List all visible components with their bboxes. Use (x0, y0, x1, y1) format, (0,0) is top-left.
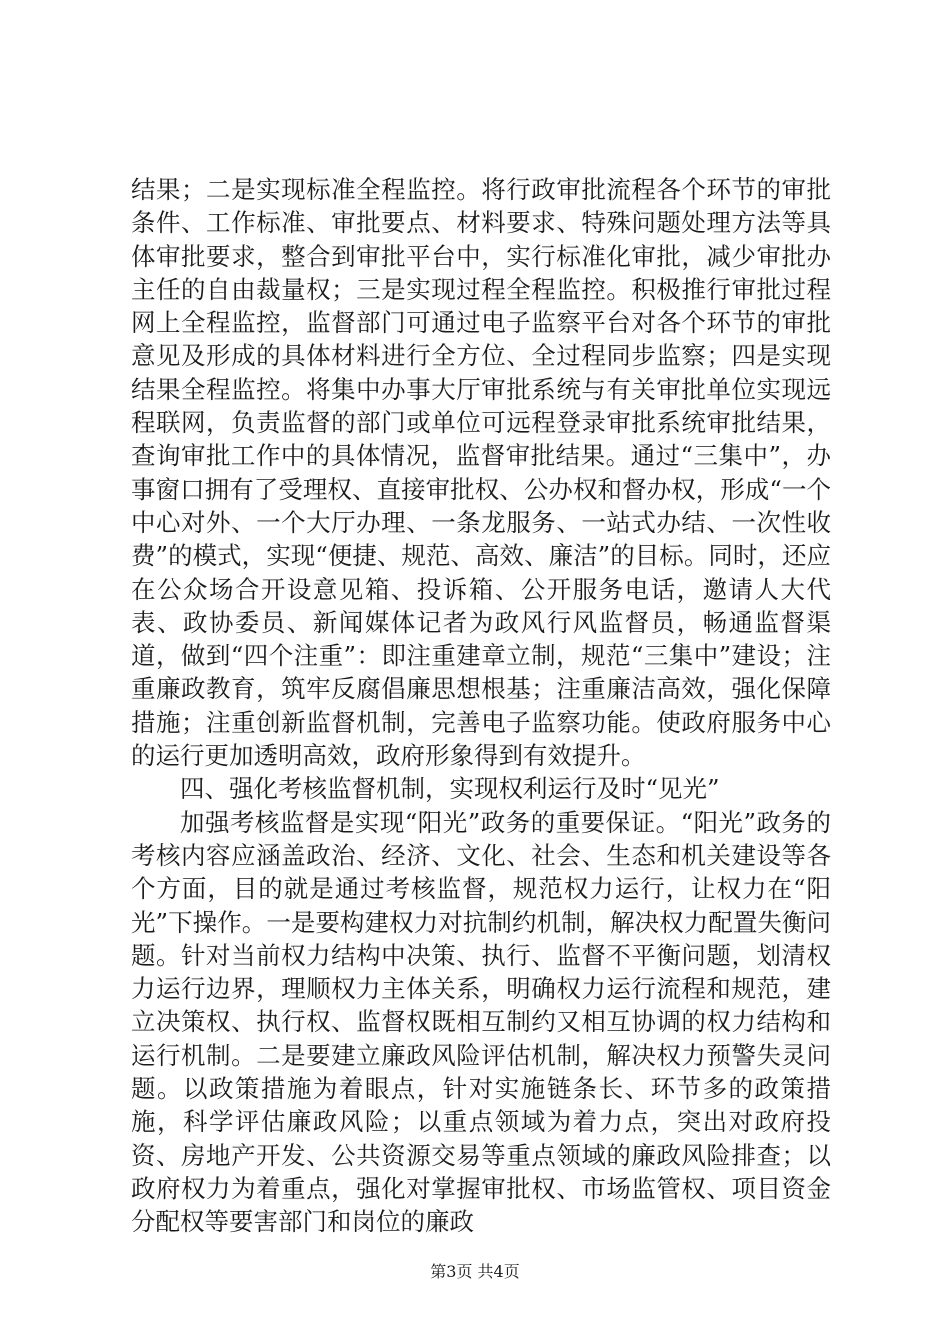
section-heading-four: 四、强化考核监督机制，实现权利运行及时“见光” (180, 774, 720, 804)
paragraph-assessment-supervision: 加强考核监督是实现“阳光”政务的重要保证。“阳光”政务的考核内容应涵盖政治、经济、文化、社会、生态和机关建设等各个方面，目的就是通过考核监督，规范权力运行，让权力在“阳光”下操作。一是要构建权力对抗制约机制，解决权力配置失衡问题。针对当前权力结构中决策、执行、监督不平衡问题，划清权力运行边界，理顺权力主体关系，明确权力运行流程和规范，建立决策权、执行权、监督权既相互制约又相互协调的权力结构和运行机制。二是要建立廉政风险评估机制，解决权力预警失灵问题。以政策措施为着眼点，针对实施链条长、环节多的政策措施，科学评估廉政风险；以重点领域为着力点，突出对政府投资、房地产开发、公共资源交易等重点领域的廉政风险排查；以政府权力为着重点，强化对掌握审批权、市场监管权、项目资金分配权等要害部门和岗位的廉政 (131, 807, 831, 1237)
paragraph-continuation: 结果；二是实现标准全程监控。将行政审批流程各个环节的审批条件、工作标准、审批要点、材料要求、特殊问题处理方法等具体审批要求，整合到审批平台中，实行标准化审批，减少审批办主任的自由裁量权；三是实现过程全程监控。积极推行审批过程网上全程监控，监督部门可通过电子监察平台对各个环节的审批意见及形成的具体材料进行全方位、全过程同步监察；四是实现结果全程监控。将集中办事大厅审批系统与有关审批单位实现远程联网，负责监督的部门或单位可远程登录审批系统审批结果，查询审批工作中的具体情况，监督审批结果。通过“三集中”，办事窗口拥有了受理权、直接审批权、公办权和督办权，形成“一个中心对外、一个大厅办理、一条龙服务、一站式办结、一次性收费”的模式，实现“便捷、规范、高效、廉洁”的目标。同时，还应在公众场合开设意见箱、投诉箱、公开服务电话，邀请人大代表、政协委员、新闻媒体记者为政风行风监督员，畅通监督渠道，做到“四个注重”：即注重建章立制，规范“三集中”建设；注重廉政教育，筑牢反腐倡廉思想根基；注重廉洁高效，强化保障措施；注重创新监督机制，完善电子监察功能。使政府服务中心的运行更加透明高效，政府形象得到有效提升。 (131, 175, 831, 771)
document-body (131, 173, 831, 1239)
page-footer: 第3页 共4页 (430, 1262, 520, 1281)
